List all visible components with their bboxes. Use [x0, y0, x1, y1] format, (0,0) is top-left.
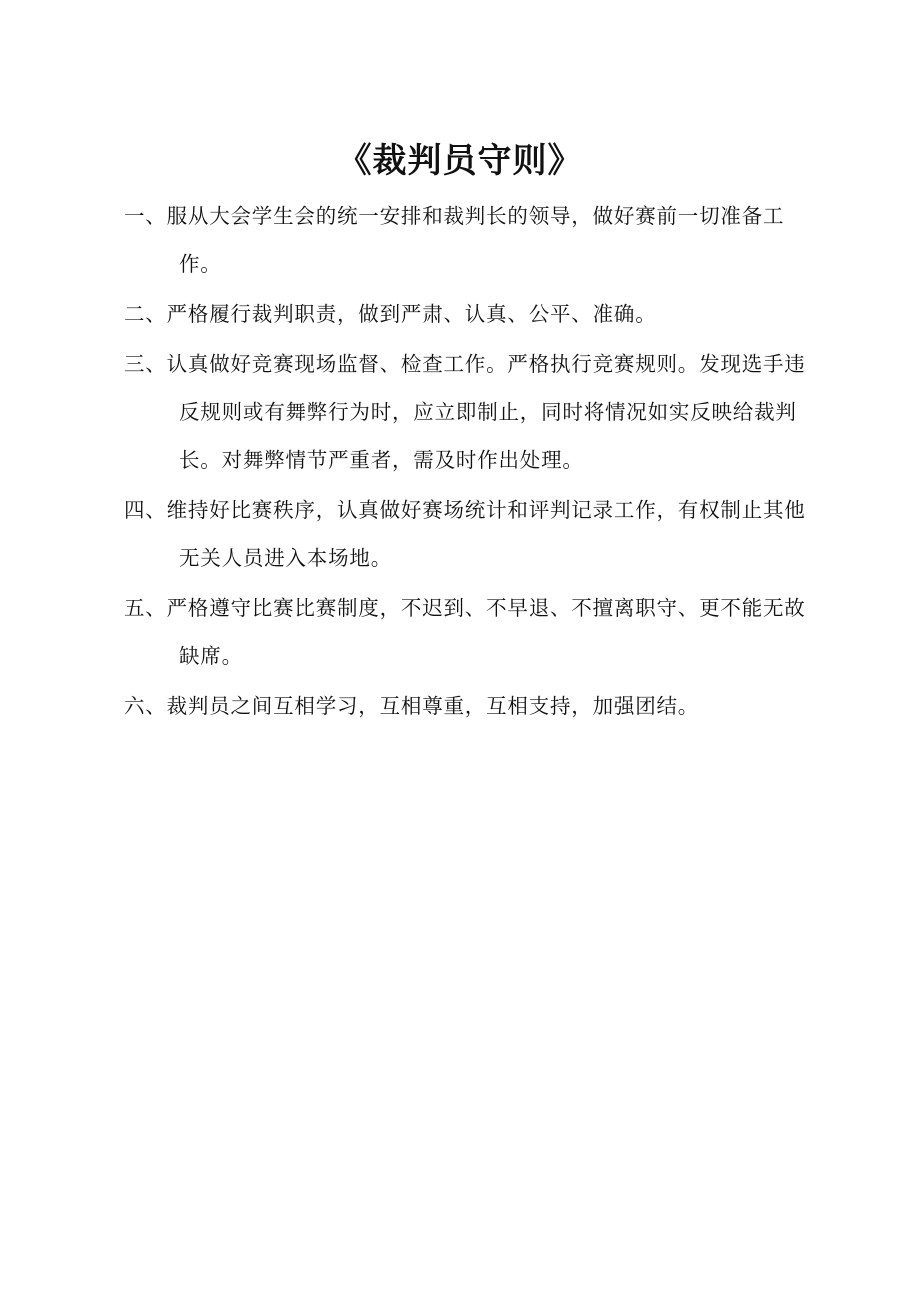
rule-number: 六、: [124, 694, 167, 718]
rule-text: 服从大会学生会的统一安排和裁判长的领导，做好赛前一切准备工作。: [166, 204, 785, 276]
document-title: 《裁判员守则》: [337, 141, 583, 181]
rule-number: 一、: [124, 204, 167, 228]
rule-number: 五、: [124, 596, 167, 620]
rule-item: [124, 682, 824, 730]
rule-number: 四、: [124, 498, 167, 522]
rule-text: 裁判员之间互相学习，互相尊重，互相支持，加强团结。: [166, 694, 700, 718]
rule-number: 二、: [124, 302, 167, 326]
rules-list: [124, 192, 824, 732]
rule-item: [124, 584, 824, 680]
rule-text: 维持好比赛秩序，认真做好赛场统计和评判记录工作，有权制止其他无关人员进入本场地。: [166, 498, 806, 570]
rule-item: [124, 290, 824, 338]
rule-text: 严格履行裁判职责，做到严肃、认真、公平、准确。: [166, 302, 657, 326]
rule-number: 三、: [124, 352, 167, 376]
rule-text: 认真做好竞赛现场监督、检查工作。严格执行竞赛规则。发现选手违反规则或有舞弊行为时，应立即制止，同时将情况如实反映给裁判长。对舞弊情节严重者，需及时作出处理。: [166, 352, 806, 472]
rule-text: 严格遵守比赛比赛制度，不迟到、不早退、不擅离职守、更不能无故缺席。: [166, 596, 806, 668]
rule-item: [124, 486, 824, 582]
rule-item: [124, 192, 824, 288]
rule-item: [124, 340, 824, 484]
